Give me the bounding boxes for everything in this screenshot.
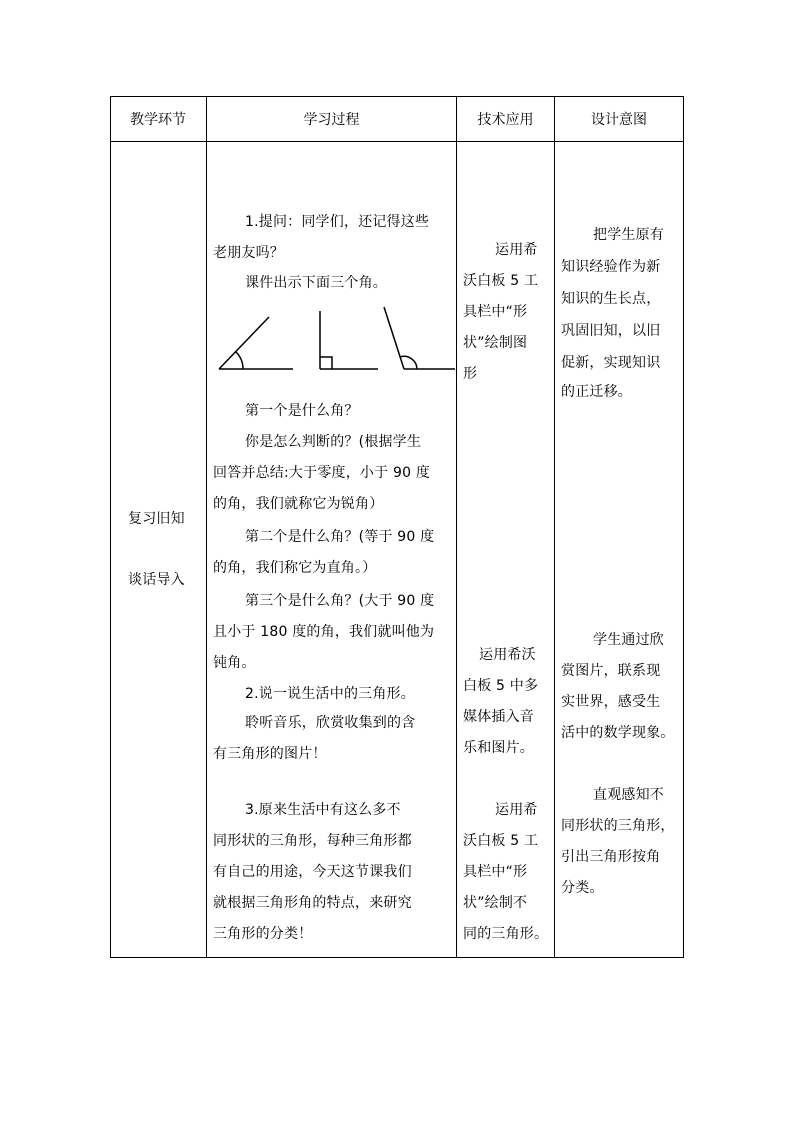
intent-line: 赏图片，联系现 [561,663,661,679]
right-angle-icon [320,311,378,369]
process-line: 的角，我们就称它为锐角） [213,496,384,512]
tech-line: 具栏中“形 [463,864,528,880]
column-divider-1 [206,96,207,958]
column-divider-3 [554,96,555,958]
header-teaching-stage: 教学环节 [130,111,186,128]
intent-line: 实世界，感受生 [561,694,661,710]
process-line: 聆听音乐，欣赏收集到的含 [245,715,416,731]
tech-line: 运用希 [495,242,538,258]
stage-label-review: 复习旧知 [128,511,185,527]
header-tech-application: 技术应用 [477,111,534,128]
process-line: 钝角。 [213,655,256,671]
process-line: 就根据三角形角的特点，来研究 [213,895,412,911]
column-divider-2 [456,96,457,958]
table-header-divider [110,141,684,142]
header-learning-process: 学习过程 [303,111,360,128]
header-design-intent: 设计意图 [591,111,647,128]
tech-line: 形 [463,366,478,382]
process-line: 老朋友吗？ [213,245,284,261]
process-line: 第一个是什么角？ [245,403,359,419]
tech-line: 运用希 [495,802,538,818]
tech-line: 状”绘制不 [463,895,528,911]
intent-line: 知识经验作为新 [561,259,661,275]
tech-line: 具栏中“形 [463,304,528,320]
intent-line: 分类。 [561,880,604,896]
lesson-plan-table [110,96,684,958]
process-line: 同形状的三角形，每种三角形都 [213,833,412,849]
process-line: 你是怎么判断的？(根据学生 [245,434,422,450]
intent-line: 引出三角形按角 [561,849,661,865]
process-line: 有自己的用途，今天这节课我们 [213,864,412,880]
acute-angle-icon [219,317,293,369]
table-border-right [683,96,684,958]
process-line: 且小于 180 度的角，我们就叫他为 [213,624,435,640]
process-line: 回答并总结:大于零度，小于 90 度 [213,465,431,481]
intent-line: 知识的生长点， [561,291,661,307]
process-line: 第二个是什么角？(等于 90 度 [245,529,435,545]
process-line: 1.提问：同学们，还记得这些 [245,214,430,230]
intent-line: 学生通过欣 [593,632,664,648]
obtuse-angle-icon [384,307,455,369]
intent-line: 促新，实现知识 [561,355,661,371]
table-border-bottom [110,957,684,958]
process-line: 2.说一说生活中的三角形。 [245,686,415,702]
angles-figure [207,301,457,371]
process-line: 三角形的分类！ [213,926,313,942]
intent-line: 巩固旧知，以旧 [561,323,661,339]
process-line: 课件出示下面三个角。 [245,275,387,291]
table-border-left [110,96,111,958]
tech-line: 白板 5 中多 [463,678,539,694]
stage-label-intro: 谈话导入 [128,572,185,588]
tech-line: 乐和图片。 [463,740,534,756]
tech-line: 运用希沃 [479,647,536,663]
process-line: 3.原来生活中有这么多不 [245,802,401,818]
tech-line: 沃白板 5 工 [463,273,539,289]
tech-line: 状”绘制图 [463,335,528,351]
process-line: 有三角形的图片！ [213,746,327,762]
process-line: 的角，我们称它为直角。） [213,560,377,576]
process-line: 第三个是什么角？(大于 90 度 [245,593,435,609]
intent-line: 同形状的三角形， [561,818,675,834]
tech-line: 沃白板 5 工 [463,833,539,849]
tech-line: 同的三角形。 [463,926,549,942]
intent-line: 的正迁移。 [561,384,632,400]
tech-line: 媒体插入音 [463,709,534,725]
intent-line: 活中的数学现象。 [561,725,675,741]
intent-line: 把学生原有 [593,227,664,243]
intent-line: 直观感知不 [593,787,664,803]
